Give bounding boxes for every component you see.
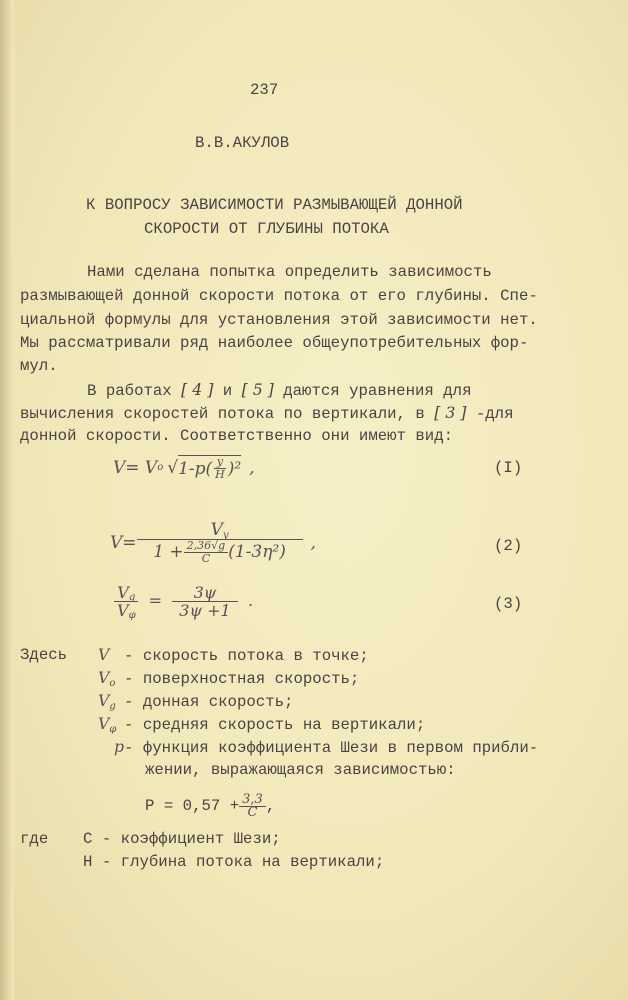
fraction: [114, 584, 139, 619]
eq-part: ,: [265, 797, 276, 815]
where-item: H - глубина потока на вертикали;: [83, 853, 385, 871]
author: В.В.АКУЛОВ: [195, 134, 290, 152]
eq-sub: y: [222, 529, 229, 541]
text: В работах: [87, 382, 182, 400]
text: даются уравнения для: [273, 382, 472, 400]
text: -для: [466, 405, 514, 423]
denominator: H: [215, 468, 225, 481]
eq-sub: o: [109, 678, 116, 689]
definition-text: - поверхностная скорость;: [124, 670, 360, 688]
text-line: Мы рассматривали ряд наиболее общеупотребительных фор-: [20, 334, 529, 352]
text-line: донной скорости. Соответственно они имеют вид:: [20, 427, 454, 445]
p-formula: [145, 790, 275, 822]
numerator: y: [214, 456, 226, 469]
text-line: размывающей донной скорости потока от его глубины. Спе-: [20, 287, 538, 305]
eq-sub: g: [109, 701, 116, 712]
definitions-intro: Здесь: [20, 646, 68, 664]
eq-sub: φ: [109, 724, 117, 735]
eq-part: P = 0,57 +: [145, 797, 240, 815]
symbol: [98, 737, 124, 757]
text-line: [87, 380, 472, 401]
text: вычисления скоростей потока по вертикали, в: [20, 405, 435, 423]
denominator: [150, 540, 289, 565]
eq-lhs: V= V: [113, 458, 158, 478]
definition-item: [98, 737, 538, 760]
symbol: [98, 645, 124, 665]
equation-3: [114, 582, 253, 620]
text: и: [213, 382, 242, 400]
text-line: мул.: [20, 357, 58, 375]
text-line: [20, 403, 514, 424]
definition-item: [98, 714, 425, 737]
page-number: 237: [250, 81, 279, 99]
equation-number-3: (3): [494, 595, 523, 613]
eq-part: V: [98, 691, 110, 710]
eq-part: V: [210, 519, 223, 540]
where-item: C - коэффициент Шези;: [83, 830, 281, 848]
equation-1: V= V o √ 1-p( $\frac{y}{H}$ )² ,: [113, 455, 255, 481]
definition-text: - скорость потока в точке;: [124, 647, 369, 665]
text-line: Нами сделана попытка определить зависимость: [87, 263, 492, 281]
sqrt-sign: √: [167, 458, 179, 478]
comma: ,: [249, 458, 255, 478]
equation-number-1: (I): [494, 459, 523, 477]
fraction: [137, 519, 303, 565]
definition-item: [98, 645, 369, 668]
eq-part: 1-p(: [178, 458, 213, 479]
fraction: [172, 584, 238, 619]
eq-part: V: [117, 582, 129, 602]
eq-part: V: [98, 668, 110, 687]
definition-text: - функция коэффициента Шези в первом прибли-: [124, 739, 539, 757]
title-line-2: СКОРОСТИ ОТ ГЛУБИНЫ ПОТОКА: [144, 220, 389, 238]
symbol: [98, 714, 124, 734]
title-line-1: К ВОПРОСУ ЗАВИСИМОСТИ РАЗМЫВАЮЩЕЙ ДОННОЙ: [86, 196, 463, 214]
where-label: где: [20, 830, 49, 848]
citation-link[interactable]: [ 5 ]: [241, 380, 274, 399]
fraction: [212, 456, 228, 481]
denominator: C: [201, 551, 211, 565]
definition-item: [98, 668, 359, 691]
definition-text: - донная скорость;: [124, 693, 294, 711]
eq-lhs: V=: [110, 533, 137, 553]
definition-text: - средняя скорость на вертикали;: [124, 716, 426, 734]
equation-number-2: (2): [494, 537, 523, 555]
eq-part: )²: [227, 458, 242, 479]
eq-part: 1 +: [153, 542, 184, 562]
fraction: [239, 791, 266, 820]
numerator: [137, 519, 303, 541]
symbol: [98, 668, 124, 688]
numerator: 3,3: [239, 794, 266, 807]
dot: .: [247, 591, 254, 610]
denominator: C: [247, 804, 258, 820]
equation-2: [110, 520, 316, 566]
citation-link[interactable]: [ 4 ]: [181, 380, 214, 399]
eq-part: V: [98, 645, 110, 664]
definition-continuation: жении, выражающаяся зависимостью:: [145, 761, 456, 779]
numerator: [114, 584, 138, 602]
numerator: 2,36√g: [184, 540, 229, 553]
citation-link[interactable]: [ 3 ]: [434, 403, 467, 422]
eq-part: (1-3η²): [228, 542, 286, 562]
equals: =: [148, 591, 162, 610]
eq-sub: g: [128, 591, 136, 603]
sqrt: [178, 455, 241, 481]
text-line: циальной формулы для установления этой зависимости нет.: [20, 311, 538, 329]
eq-part: p: [113, 737, 124, 756]
symbol: [98, 691, 124, 711]
numerator: 3ψ: [172, 584, 238, 602]
comma: ,: [310, 533, 316, 553]
eq-sub: φ: [128, 609, 136, 621]
fraction: [184, 540, 229, 565]
scan-edge-shadow: [0, 0, 14, 1000]
denominator: 3ψ +1: [179, 600, 231, 620]
eq-part: V: [117, 600, 129, 620]
eq-part: V: [98, 714, 110, 733]
definition-item: [98, 691, 293, 714]
denominator: [114, 602, 139, 619]
